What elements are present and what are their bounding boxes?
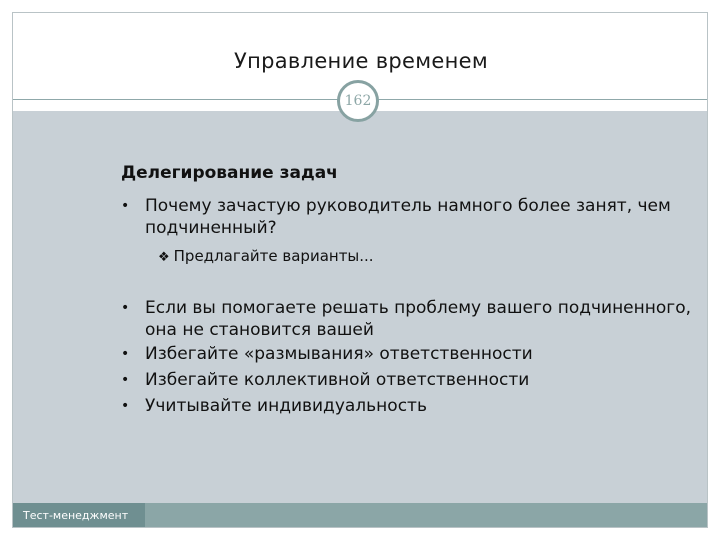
section-heading: Делегирование задач [121,163,338,183]
bullet-marker: • [121,346,130,362]
bullet-text: Избегайте коллективной ответственности [145,370,530,390]
sub-bullet-item [158,247,374,265]
bullet-marker: • [121,198,130,214]
bullet-text: Если вы помогаете решать проблему вашего подчиненного, она не становится вашей [145,298,692,340]
slide [12,12,708,528]
bullet-item [121,395,701,417]
bullet-item [121,369,701,391]
bullet-marker: • [121,398,130,414]
bullet-text: Почему зачастую руководитель намного более занят, чем подчиненный? [145,196,671,238]
footer-label: Тест-менеджмент [13,503,145,528]
bullet-marker: • [121,372,130,388]
bullet-item [121,195,701,239]
sub-bullet-text: Предлагайте варианты... [173,247,374,265]
bullet-text: Учитывайте индивидуальность [145,396,427,416]
bullet-text: Избегайте «размывания» ответственности [145,344,533,364]
bullet-item [121,343,701,365]
diamond-bullet-icon: ❖ [158,250,170,265]
bullet-marker: • [121,300,130,316]
bullet-item [121,297,701,341]
footer-bar [13,503,708,528]
page-number-badge: 162 [337,80,379,122]
slide-title: Управление временем [234,49,488,73]
